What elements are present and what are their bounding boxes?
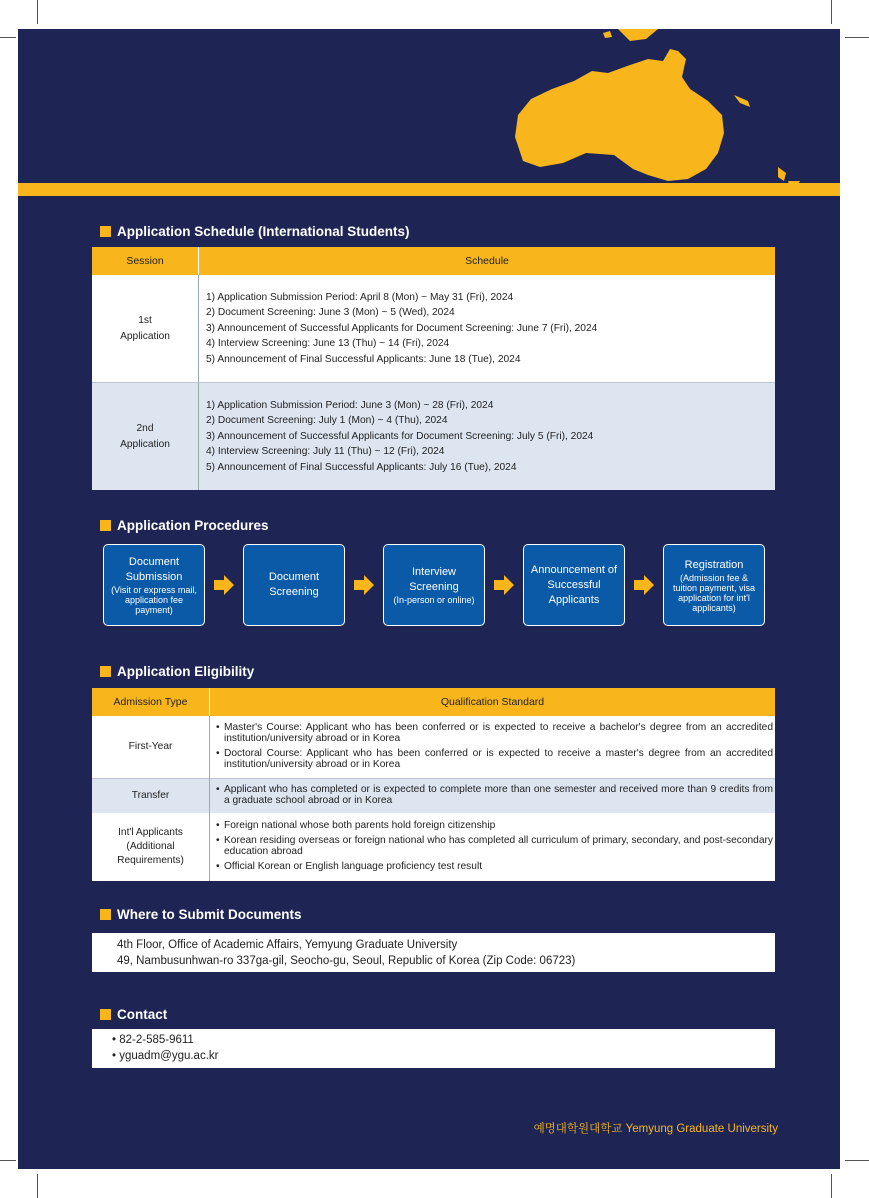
- submit-address-panel: [92, 933, 775, 972]
- table-row: [92, 383, 775, 491]
- section-square-icon: [100, 226, 111, 237]
- qualification-cell: [210, 778, 776, 813]
- address-line: 49, Nambusunhwan-ro 337ga-gil, Seocho-gu, Seoul, Republic of Korea (Zip Code: 06723): [117, 955, 576, 967]
- brochure-page: [18, 29, 840, 1169]
- list-item: • Doctoral Course: Applicant who has been conferred or is expected to receive a master's degree from an accredited institution/university abroad or in Korea: [216, 747, 773, 770]
- section-square-icon: [100, 520, 111, 531]
- section-square-icon: [100, 909, 111, 920]
- step-announcement: Announcement of Successful Applicants: [523, 544, 625, 626]
- table-header-row: [92, 688, 775, 716]
- schedule-table: [92, 247, 775, 490]
- type-cell: Transfer: [92, 778, 210, 813]
- list-item: • Foreign national whose both parents hold foreign citizenship: [216, 819, 496, 831]
- list-item: • Applicant who has completed or is expected to complete more than one semester and received more than 9 credits from a graduate school abroad or in Korea: [216, 783, 773, 806]
- crop-mark: [0, 37, 16, 38]
- header-schedule: Schedule: [199, 247, 776, 275]
- header-admission-type: Admission Type: [92, 688, 210, 716]
- crop-mark: [831, 0, 832, 24]
- list-item: • Korean residing overseas or foreign national who has completed all curriculum of primary, secondary, and post-secondary education abroad: [216, 834, 773, 857]
- accent-stripe: [18, 183, 840, 196]
- step-interview-screening: Interview Screening (In-person or online): [383, 544, 485, 626]
- university-footer: 예명대학원대학교 Yemyung Graduate University: [533, 1123, 778, 1135]
- contact-panel: [92, 1029, 775, 1068]
- schedule-cell: 1) Application Submission Period: April 8 (Mon) ~ May 31 (Fri), 2024 2) Document Screening: June 3 (Mon) ~ 5 (Wed), 2024 3) Announcement of Successful Applicants for Document Screening: June 7 (Fri), 2024 4) Interview Screening: June 13 (Thu) ~ 14 (Fri), 2024 5) Announcement of Final Successful Applicants: June 18 (Tue), 2024: [199, 275, 776, 383]
- qualification-cell: [210, 716, 776, 778]
- type-cell: Int'l Applicants (Additional Requirements): [92, 813, 210, 881]
- arrow-right-icon: [633, 574, 655, 596]
- eligibility-section-title: Application Eligibility: [100, 664, 254, 679]
- crop-mark: [37, 1174, 38, 1198]
- arrow-right-icon: [213, 574, 235, 596]
- step-document-submission: Document Submission (Visit or express mail, application fee payment): [103, 544, 205, 626]
- header-session: Session: [92, 247, 199, 275]
- crop-mark: [845, 37, 869, 38]
- crop-mark: [0, 1160, 16, 1161]
- schedule-section-title: Application Schedule (International Students): [100, 224, 410, 239]
- table-row: [92, 275, 775, 383]
- table-row: [92, 716, 775, 778]
- session-cell: 1st Application: [92, 275, 199, 383]
- crop-mark: [845, 1160, 869, 1161]
- arrow-right-icon: [353, 574, 375, 596]
- type-cell: First-Year: [92, 716, 210, 778]
- crop-mark: [37, 0, 38, 24]
- submit-section-title: Where to Submit Documents: [100, 907, 302, 922]
- schedule-cell: 1) Application Submission Period: June 3 (Mon) ~ 28 (Fri), 2024 2) Document Screening: July 1 (Mon) ~ 4 (Thu), 2024 3) Announcement of Successful Applicants for Document Screening: July 5 (Fri), 2024 4) Interview Screening: July 11 (Thu) ~ 12 (Fri), 2024 5) Announcement of Final Successful Applicants: July 16 (Tue), 2024: [206, 399, 594, 473]
- table-row: [92, 813, 775, 881]
- section-square-icon: [100, 666, 111, 677]
- eligibility-table: [92, 688, 775, 881]
- email-address: • yguadm@ygu.ac.kr: [112, 1050, 219, 1062]
- step-document-screening: Document Screening: [243, 544, 345, 626]
- step-registration: Registration (Admission fee & tuition payment, visa application for int'l applicants): [663, 544, 765, 626]
- crop-mark: [831, 1174, 832, 1198]
- list-item: • Official Korean or English language proficiency test result: [216, 860, 483, 872]
- table-row: [92, 778, 775, 813]
- address-line: 4th Floor, Office of Academic Affairs, Yemyung Graduate University: [117, 939, 458, 951]
- arrow-right-icon: [493, 574, 515, 596]
- session-cell: 2nd Application: [92, 383, 199, 491]
- australia-map-graphic: [18, 29, 840, 189]
- section-square-icon: [100, 1009, 111, 1020]
- table-header-row: [92, 247, 775, 275]
- list-item: • Master's Course: Applicant who has been conferred or is expected to receive a bachelor's degree from an accredited institution/university abroad or in Korea: [216, 721, 773, 744]
- contact-section-title: Contact: [100, 1007, 167, 1022]
- procedures-section-title: Application Procedures: [100, 518, 269, 533]
- qualification-cell: [210, 813, 776, 881]
- phone-number: • 82-2-585-9611: [112, 1034, 194, 1046]
- header-qualification: Qualification Standard: [210, 688, 776, 716]
